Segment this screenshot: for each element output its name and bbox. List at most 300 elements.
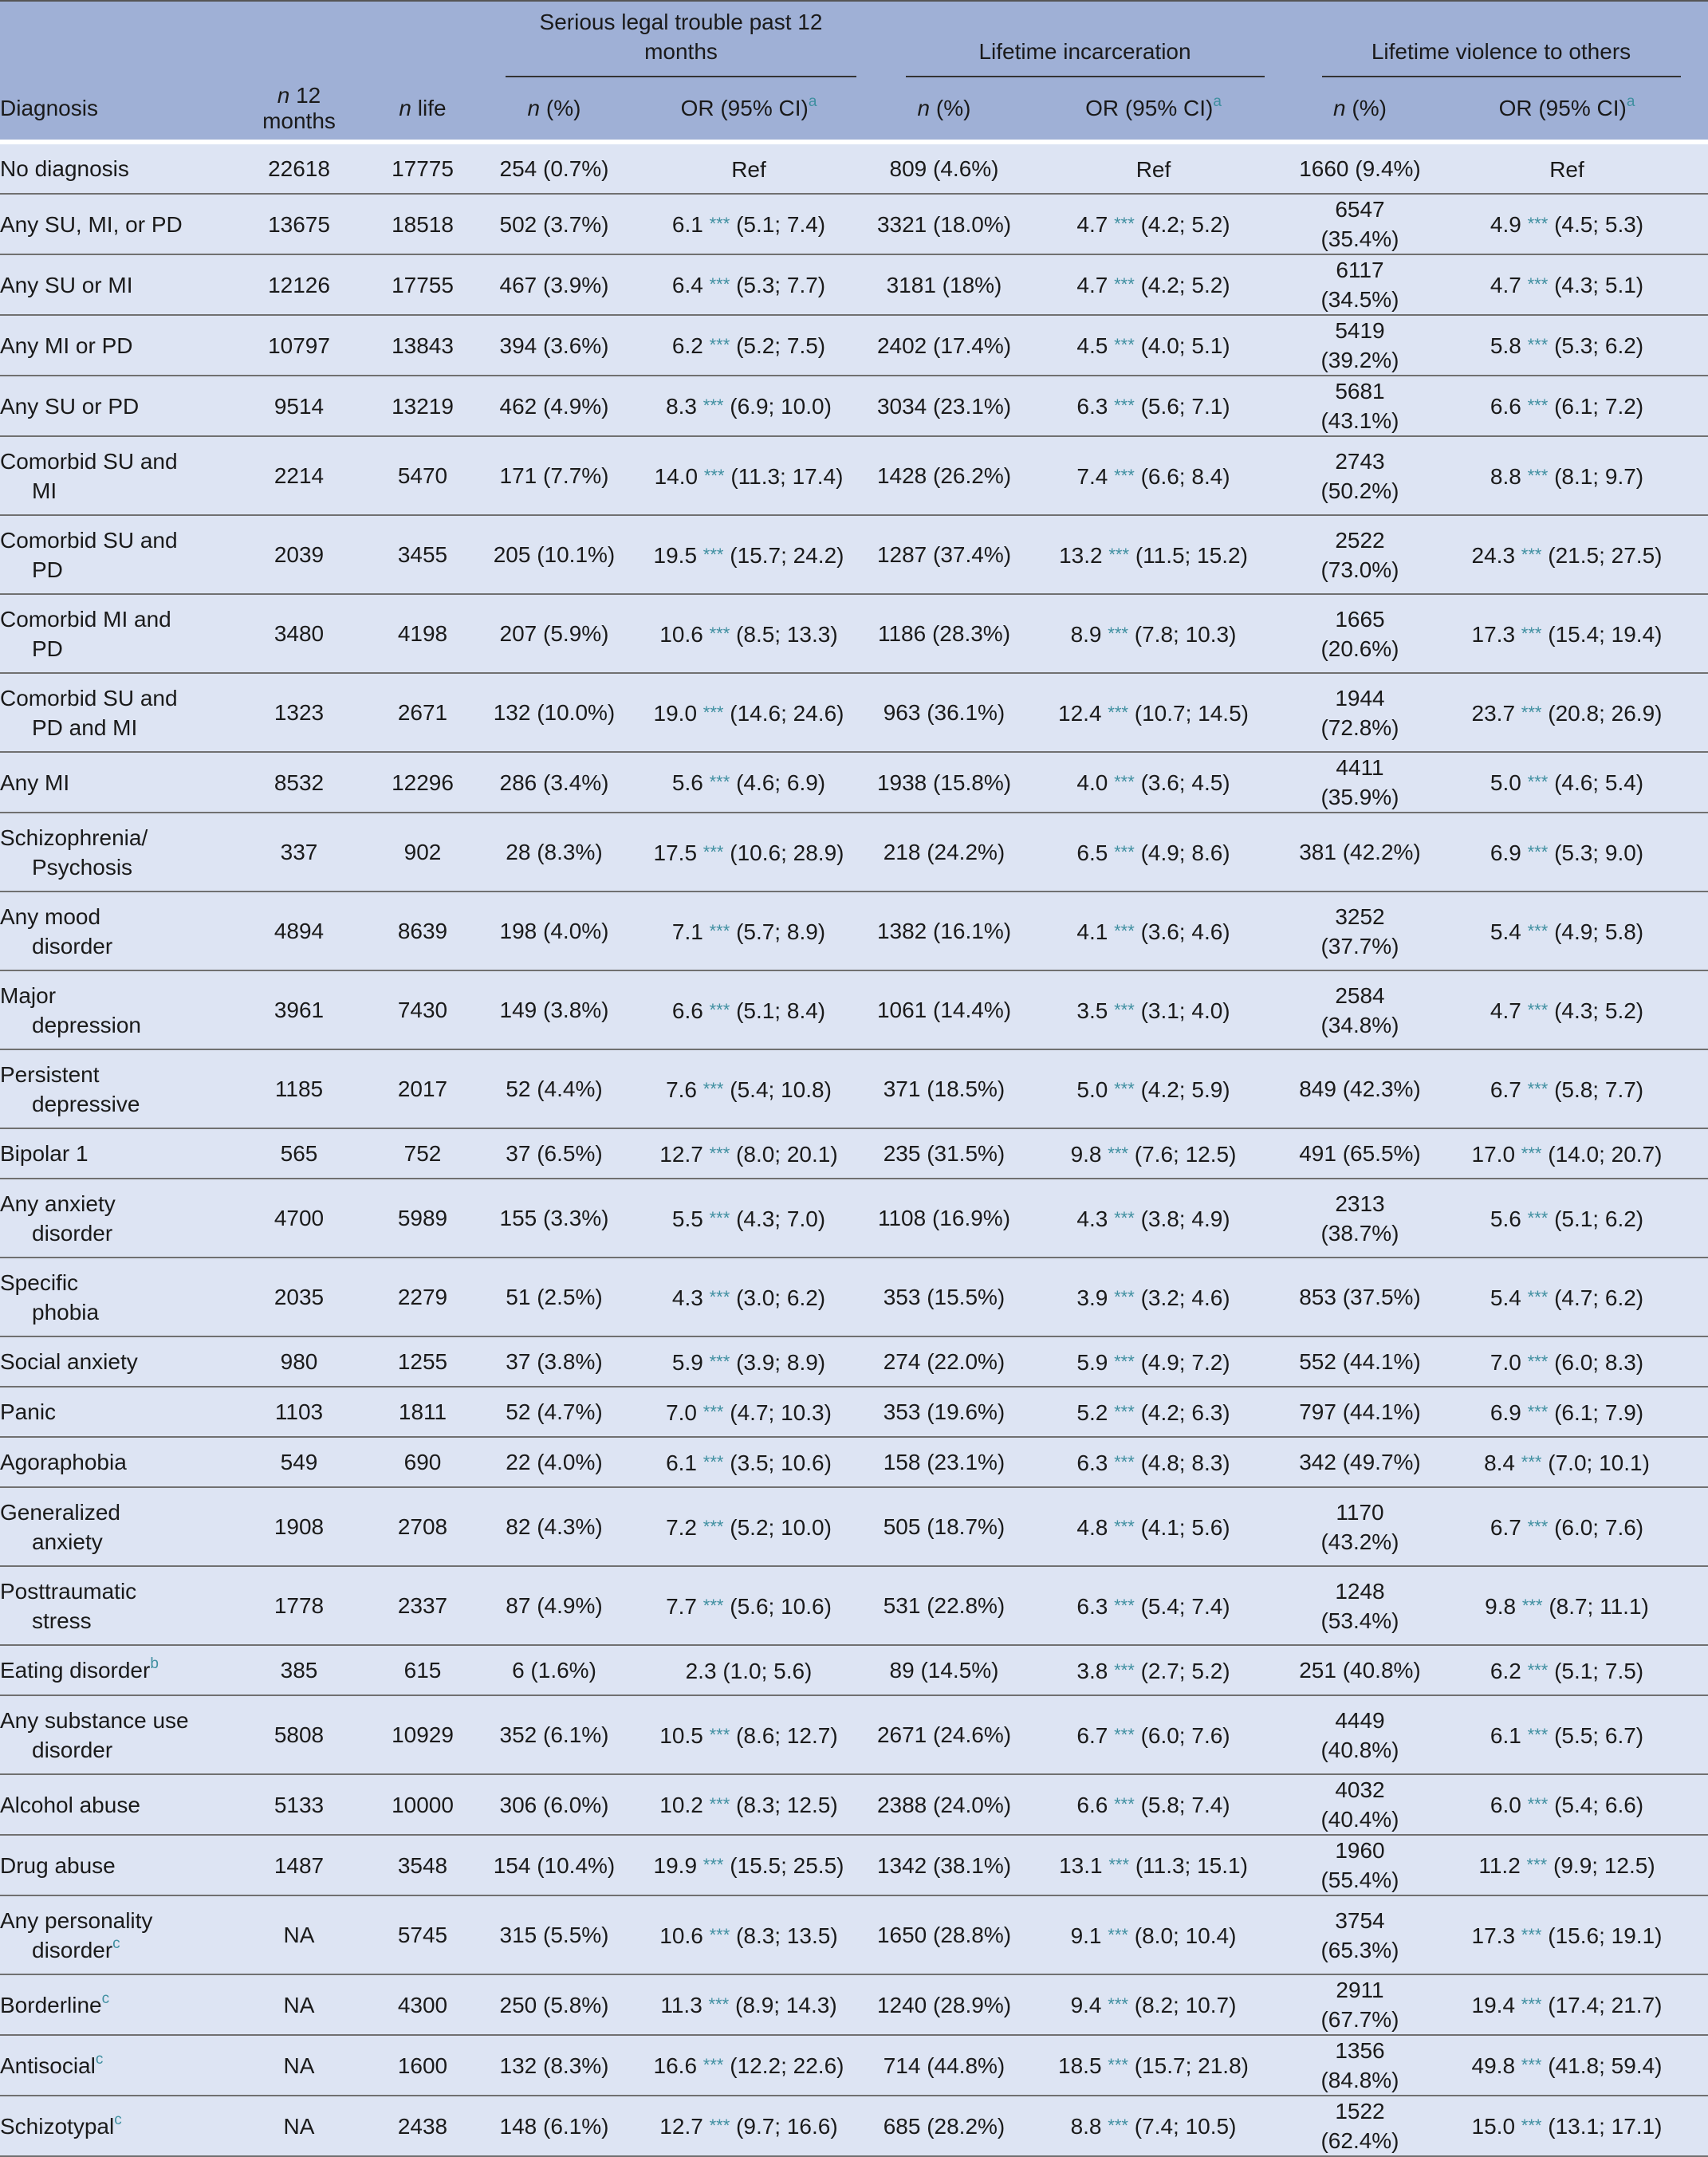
violence-or-cell [1426,1835,1708,1895]
incarceration-n-cell: 1287 (37.4%) [876,515,1013,594]
violence-n-cell: 1944 (72.8%) [1294,673,1426,752]
or-value: 16.6 [653,2053,698,2078]
incarceration-or-cell [1013,1128,1294,1179]
or-value: 24.3 [1471,542,1516,568]
confidence-interval: (15.4; 19.4) [1548,621,1663,647]
diagnosis-cell [0,1695,239,1774]
confidence-interval: (8.2; 10.7) [1134,1993,1237,2017]
diagnosis-cell [0,892,239,970]
n-12-months-cell: 9514 [239,376,359,436]
significance-stars: *** [1527,1286,1549,1307]
confidence-interval: (5.1; 7.5) [1554,1658,1644,1683]
diagnosis-label-cont: MI [32,478,57,503]
confidence-interval: (7.0; 10.1) [1548,1450,1650,1475]
or-value: 5.8 [1490,333,1521,358]
table-row [0,1128,1708,1179]
legal-or-cell [622,1336,876,1387]
violence-or-cell [1426,1566,1708,1645]
confidence-interval: (3.8; 4.9) [1140,1206,1230,1231]
violence-n-cell: 4449 (40.8%) [1294,1695,1426,1774]
n-12-months-cell: 8532 [239,752,359,813]
violence-n-cell: 3754 (65.3%) [1294,1895,1426,1974]
confidence-interval: (3.6; 4.5) [1140,770,1230,795]
violence-n-cell: 1248 (53.4%) [1294,1566,1426,1645]
confidence-interval: (11.3; 15.1) [1135,1853,1248,1878]
incarceration-n-cell: 1186 (28.3%) [876,594,1013,673]
legal-n-cell: 250 (5.8%) [486,1974,622,2035]
significance-stars: *** [709,274,730,294]
or-value: 5.4 [1490,919,1521,944]
legal-n-cell: 306 (6.0%) [486,1774,622,1835]
significance-stars: *** [709,623,730,644]
table-row [0,194,1708,254]
or-value: Ref [1135,156,1171,182]
n-12-months-cell: 1185 [239,1049,359,1128]
diagnosis-label-cont: Psychosis [32,854,133,880]
or-value: 13.1 [1059,1853,1103,1878]
diagnosis-cell [0,594,239,673]
incarceration-n-cell: 235 (31.5%) [876,1128,1013,1179]
diagnosis-label: Generalized [0,1499,120,1525]
confidence-interval: (6.6; 8.4) [1140,463,1230,489]
violence-n-cell: 1960 (55.4%) [1294,1835,1426,1895]
violence-n-cell: 6117 (34.5%) [1294,254,1426,315]
or-value: 7.4 [1076,463,1108,489]
n-12-months-cell: NA [239,2096,359,2156]
significance-stars: *** [1114,1595,1135,1616]
confidence-interval: (3.1; 4.0) [1140,998,1230,1023]
violence-or-cell [1426,142,1708,194]
legal-or-cell [622,970,876,1049]
legal-or-cell [622,1774,876,1835]
footnote-marker: c [95,2050,104,2068]
significance-stars: *** [709,1207,730,1228]
or-value: 7.0 [1490,1349,1521,1375]
incarceration-or-cell [1013,1437,1294,1487]
or-value: 19.4 [1471,1993,1516,2017]
confidence-interval: (5.1; 8.4) [736,998,826,1023]
header-legal-n-pct: n (%) [527,96,581,120]
significance-stars: *** [1114,1659,1135,1680]
significance-stars: *** [1521,1924,1542,1945]
incarceration-n-cell: 1382 (16.1%) [876,892,1013,970]
significance-stars: *** [1108,1855,1130,1875]
table-row [0,2035,1708,2096]
violence-or-cell [1426,515,1708,594]
or-value: 12.4 [1058,700,1102,726]
or-value: 6.3 [1076,1593,1108,1619]
significance-stars: *** [1114,1724,1135,1745]
or-value: 6.6 [671,998,703,1023]
or-value: 10.2 [659,1793,703,1817]
table-row [0,142,1708,194]
or-value: 5.6 [671,770,703,795]
confidence-interval: (4.2; 6.3) [1140,1399,1230,1425]
legal-n-cell: 132 (10.0%) [486,673,622,752]
table-row [0,1835,1708,1895]
legal-or-cell [622,2096,876,2156]
violence-or-cell [1426,1645,1708,1695]
legal-n-cell: 22 (4.0%) [486,1437,622,1487]
confidence-interval: (4.5; 5.3) [1554,212,1644,237]
header-violence-or: OR (95% CI)$^a$ [1498,93,1635,120]
n-12-months-cell: 4894 [239,892,359,970]
significance-stars: *** [1114,1401,1135,1422]
or-value: 6.5 [1076,840,1108,865]
confidence-interval: (20.8; 26.9) [1548,700,1663,726]
significance-stars: *** [1521,1451,1542,1472]
incarceration-or-cell [1013,1774,1294,1835]
or-value: 6.1 [1490,1722,1521,1748]
or-value: 17.3 [1471,621,1516,647]
table-row [0,315,1708,376]
significance-stars: *** [1521,702,1542,722]
confidence-interval: (4.3; 5.2) [1554,998,1644,1023]
or-value: 2.3 [685,1658,717,1683]
legal-n-cell: 52 (4.4%) [486,1049,622,1128]
violence-n-cell: 853 (37.5%) [1294,1258,1426,1336]
significance-stars: *** [1521,1994,1542,2014]
violence-n-cell: 491 (65.5%) [1294,1128,1426,1179]
table-header [0,1,1708,142]
n-12-months-cell: 22618 [239,142,359,194]
significance-stars: *** [1527,999,1549,1020]
violence-or-cell [1426,1258,1708,1336]
or-value: 5.9 [1076,1349,1108,1375]
significance-stars: *** [1114,772,1135,792]
or-value: 6.3 [1076,394,1108,419]
confidence-interval: (5.8; 7.4) [1140,1793,1230,1817]
header-n-12-months: n 12 months [262,83,336,133]
confidence-interval: (8.3; 13.5) [736,1923,838,1948]
incarceration-n-cell: 1061 (14.4%) [876,970,1013,1049]
diagnosis-label: Alcohol abuse [0,1792,140,1817]
or-value: 7.7 [666,1593,698,1619]
diagnosis-cell [0,376,239,436]
or-value: 10.6 [659,1923,703,1948]
violence-or-cell [1426,1487,1708,1566]
violence-or-cell [1426,673,1708,752]
violence-n-cell: 1660 (9.4%) [1294,142,1426,194]
or-value: 15.0 [1471,2114,1516,2139]
confidence-interval: (4.9; 8.6) [1140,840,1230,865]
significance-stars: *** [702,1595,724,1616]
significance-stars: *** [702,544,724,565]
or-value: 19.9 [653,1853,698,1878]
or-value: 12.7 [659,2114,703,2139]
or-value: 4.7 [1076,212,1108,237]
header-group-incarceration: Lifetime incarceration [876,1,1294,77]
n-life-cell: 752 [359,1128,486,1179]
violence-n-cell: 1522 (62.4%) [1294,2096,1426,2156]
diagnosis-cell [0,142,239,194]
diagnosis-cell [0,1258,239,1336]
header-incarceration-n-pct: n (%) [917,96,971,120]
confidence-interval: (5.4; 7.4) [1140,1593,1230,1619]
diagnosis-label: Comorbid MI and [0,606,171,632]
or-value: 17.0 [1471,1141,1516,1167]
incarceration-n-cell: 353 (15.5%) [876,1258,1013,1336]
incarceration-or-cell [1013,1566,1294,1645]
confidence-interval: (5.4; 10.8) [730,1077,832,1102]
violence-or-cell [1426,1895,1708,1974]
legal-or-cell [622,1566,876,1645]
or-value: 9.1 [1070,1923,1102,1948]
confidence-interval: (8.3; 12.5) [736,1793,838,1817]
diagnosis-cell [0,254,239,315]
confidence-interval: (8.0; 20.1) [736,1141,838,1167]
incarceration-n-cell: 3181 (18%) [876,254,1013,315]
n-12-months-cell: 2035 [239,1258,359,1336]
confidence-interval: (5.7; 8.9) [736,919,826,944]
violence-or-cell [1426,1049,1708,1128]
diagnosis-label: Comorbid SU and [0,527,178,553]
confidence-interval: (5.6; 7.1) [1140,394,1230,419]
violence-n-cell: 3252 (37.7%) [1294,892,1426,970]
diagnosis-cell [0,1974,239,2035]
violence-n-cell: 849 (42.3%) [1294,1049,1426,1128]
significance-stars: *** [709,2116,730,2135]
table-row [0,1387,1708,1437]
confidence-interval: (8.5; 13.3) [736,621,838,647]
legal-n-cell: 154 (10.4%) [486,1835,622,1895]
table-row [0,515,1708,594]
or-value: 7.1 [671,919,703,944]
table-row [0,1695,1708,1774]
violence-n-cell: 5419 (39.2%) [1294,315,1426,376]
diagnosis-label-cont: disorder [32,1937,113,1962]
incarceration-n-cell: 809 (4.6%) [876,142,1013,194]
legal-n-cell: 37 (6.5%) [486,1128,622,1179]
or-value: 9.8 [1485,1593,1517,1619]
significance-stars: *** [1114,1516,1135,1537]
legal-or-cell [622,892,876,970]
legal-or-cell [622,1437,876,1487]
significance-stars: *** [1521,544,1542,565]
significance-stars: *** [1527,274,1549,294]
table-row [0,1049,1708,1128]
n-life-cell: 615 [359,1645,486,1695]
incarceration-n-cell: 1938 (15.8%) [876,752,1013,813]
legal-n-cell: 6 (1.6%) [486,1645,622,1695]
diagnosis-label: Agoraphobia [0,1450,127,1474]
legal-or-cell [622,752,876,813]
table-row [0,1336,1708,1387]
confidence-interval: (4.6; 6.9) [736,770,826,795]
confidence-interval: (5.2; 7.5) [736,333,826,358]
incarceration-n-cell: 158 (23.1%) [876,1437,1013,1487]
diagnosis-label: Any anxiety [0,1191,116,1216]
or-value: 12.7 [659,1141,703,1167]
significance-stars: *** [1114,999,1135,1020]
diagnosis-label: Any personality [0,1907,153,1933]
or-value: 5.9 [671,1349,703,1375]
or-value: 6.1 [666,1450,698,1475]
n-12-months-cell: NA [239,1895,359,1974]
violence-n-cell: 1170 (43.2%) [1294,1487,1426,1566]
violence-or-cell [1426,1974,1708,2035]
header-legal-or: OR (95% CI)$^a$ [680,93,817,120]
legal-or-cell [622,1487,876,1566]
table-row [0,1774,1708,1835]
violence-n-cell: 1356 (84.8%) [1294,2035,1426,2096]
incarceration-or-cell [1013,1049,1294,1128]
header-group-legal: Serious legal trouble past 12 months [486,1,876,77]
or-value: Ref [731,156,766,182]
legal-n-cell: 87 (4.9%) [486,1566,622,1645]
diagnosis-cell [0,1487,239,1566]
confidence-interval: (3.0; 6.2) [736,1285,826,1310]
significance-stars: *** [1108,2116,1128,2135]
n-12-months-cell: 12126 [239,254,359,315]
or-value: 7.2 [666,1514,698,1540]
n-12-months-cell: 3480 [239,594,359,673]
n-12-months-cell: 549 [239,1437,359,1487]
or-value: 17.5 [653,840,698,865]
n-life-cell: 2708 [359,1487,486,1566]
or-value: 5.0 [1076,1077,1108,1102]
confidence-interval: (4.3; 7.0) [736,1206,826,1231]
or-value: 6.3 [1076,1450,1108,1475]
diagnosis-label: Persistent [0,1061,100,1087]
incarceration-n-cell: 1342 (38.1%) [876,1835,1013,1895]
or-value: 6.7 [1076,1722,1108,1748]
confidence-interval: (8.7; 11.1) [1549,1593,1649,1619]
legal-or-cell [622,436,876,515]
or-value: 4.7 [1490,998,1521,1023]
violence-or-cell [1426,892,1708,970]
or-value: 10.5 [659,1722,703,1748]
n-life-cell: 12296 [359,752,486,813]
table-row [0,752,1708,813]
legal-n-cell: 37 (3.8%) [486,1336,622,1387]
n-life-cell: 5470 [359,436,486,515]
footnote-marker: c [112,1935,120,1952]
legal-or-cell [622,1128,876,1179]
confidence-interval: (3.6; 4.6) [1140,919,1230,944]
diagnosis-label-cont: anxiety [32,1529,103,1554]
n-12-months-cell: 5808 [239,1695,359,1774]
table-row [0,1487,1708,1566]
n-life-cell: 10929 [359,1695,486,1774]
confidence-interval: (12.2; 22.6) [730,2053,844,2078]
legal-or-cell [622,594,876,673]
significance-stars: *** [709,1286,730,1307]
legal-n-cell: 155 (3.3%) [486,1179,622,1258]
legal-or-cell [622,142,876,194]
or-value: 5.6 [1490,1206,1521,1231]
confidence-interval: (4.8; 8.3) [1140,1450,1230,1475]
incarceration-or-cell [1013,1258,1294,1336]
significance-stars: *** [709,999,730,1020]
diagnosis-cell [0,194,239,254]
confidence-interval: (6.0; 7.6) [1554,1514,1644,1540]
confidence-interval: (4.2; 5.2) [1140,212,1230,237]
or-value: 11.3 [660,1993,702,2017]
or-value: 5.0 [1490,770,1521,795]
or-value: 7.6 [666,1077,698,1102]
incarceration-or-cell [1013,315,1294,376]
diagnosis-label-cont: phobia [32,1299,100,1325]
diagnosis-cell [0,752,239,813]
confidence-interval: (8.1; 9.7) [1554,463,1644,489]
n-12-months-cell: 1908 [239,1487,359,1566]
diagnosis-cell [0,1179,239,1258]
violence-or-cell [1426,1179,1708,1258]
significance-stars: *** [1527,1724,1549,1745]
or-value: 9.4 [1070,1993,1102,2017]
significance-stars: *** [1527,1659,1549,1680]
table-row [0,254,1708,315]
incarceration-or-cell [1013,515,1294,594]
incarceration-or-cell [1013,970,1294,1049]
significance-stars: *** [1526,1855,1548,1875]
violence-or-cell [1426,813,1708,892]
significance-stars: *** [709,1924,730,1945]
legal-n-cell: 171 (7.7%) [486,436,622,515]
n-life-cell: 1811 [359,1387,486,1437]
diagnosis-label-cont: PD [32,557,63,582]
confidence-interval: (4.7; 10.3) [730,1399,832,1425]
significance-stars: *** [702,1855,724,1875]
table-row [0,1895,1708,1974]
incarceration-or-cell [1013,194,1294,254]
legal-or-cell [622,315,876,376]
or-value: 4.7 [1490,273,1521,297]
n-life-cell: 13843 [359,315,486,376]
or-value: 19.0 [653,700,698,726]
n-life-cell: 7430 [359,970,486,1049]
incarceration-or-cell [1013,1336,1294,1387]
legal-n-cell: 149 (3.8%) [486,970,622,1049]
significance-stars: *** [1527,1401,1549,1422]
confidence-interval: (6.1; 7.9) [1554,1399,1644,1425]
confidence-interval: (3.2; 4.6) [1140,1285,1230,1310]
significance-stars: *** [1114,335,1135,355]
n-12-months-cell: 385 [239,1645,359,1695]
or-value: 4.9 [1490,212,1521,237]
significance-stars: *** [709,335,730,355]
n-12-months-cell: 5133 [239,1774,359,1835]
legal-n-cell: 132 (8.3%) [486,2035,622,2096]
violence-or-cell [1426,376,1708,436]
confidence-interval: (7.8; 10.3) [1134,621,1237,647]
confidence-interval: (3.9; 8.9) [736,1349,826,1375]
n-12-months-cell: 10797 [239,315,359,376]
incarceration-n-cell: 505 (18.7%) [876,1487,1013,1566]
legal-or-cell [622,1049,876,1128]
incarceration-n-cell: 89 (14.5%) [876,1645,1013,1695]
or-value: 6.7 [1490,1077,1521,1102]
confidence-interval: (8.6; 12.7) [736,1722,838,1748]
diagnosis-cell [0,2035,239,2096]
n-life-cell: 5745 [359,1895,486,1974]
table-row [0,673,1708,752]
diagnosis-label: Any mood [0,903,101,929]
or-value: 19.5 [653,542,698,568]
or-value: 4.1 [1076,919,1108,944]
n-12-months-cell: NA [239,2035,359,2096]
confidence-interval: (10.7; 14.5) [1134,700,1249,726]
or-value: 9.8 [1070,1141,1102,1167]
diagnosis-label: Any MI or PD [0,333,133,358]
confidence-interval: (6.0; 8.3) [1554,1349,1644,1375]
or-value: 6.9 [1490,840,1521,865]
diagnosis-cell [0,1566,239,1645]
or-value: 3.9 [1076,1285,1108,1310]
violence-n-cell: 797 (44.1%) [1294,1387,1426,1437]
diagnosis-label-cont: PD and MI [32,714,138,740]
